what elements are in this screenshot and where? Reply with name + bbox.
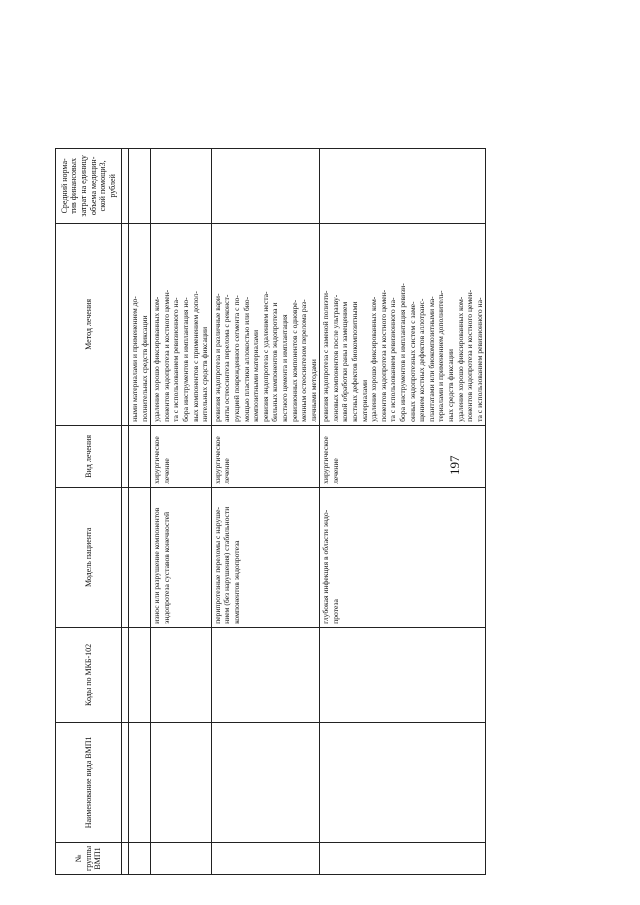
cell-codes xyxy=(320,627,486,722)
cell-model: перипротезные переломы с наруше- нием (без нарушения) стабильности компонентов эндопротеза xyxy=(211,487,320,627)
header-group: № группы ВМП1 xyxy=(56,842,122,874)
vmp-table xyxy=(55,148,486,875)
table-spacer-row xyxy=(122,148,129,874)
cell-name xyxy=(320,722,486,842)
cell-treatment-type: хирургическое лечение xyxy=(320,425,486,487)
table-header-row xyxy=(56,148,122,874)
cell-model: износ или разрушение компонентов эндопротеза суставов конечностей xyxy=(151,487,212,627)
page-number: 197 xyxy=(447,455,462,475)
table-row xyxy=(129,148,151,874)
cell-group xyxy=(320,842,486,874)
cell-model: глубокая инфекция в области эндо- протеза xyxy=(320,487,486,627)
cell-treatment-type xyxy=(129,425,151,487)
cell-method: ревизия эндопротеза и различные вари- анты остеосинтеза перелома с реконст- рукцией поврежденного сегмента с по- мощью пластики аллокостью или био- композитными материалами ревизия эндопротеза с удалением неста- бильных компонентов эндопротеза и костного цемента и имплантация ревизионных компонентов с одновре- менным остеосинтезом перелома раз- личными методами xyxy=(211,223,320,425)
cell-group xyxy=(211,842,320,874)
header-norm: Средний норма- тив финансовых затрат на единицу объема медицин- ской помощи3, рублей xyxy=(56,148,122,223)
cell-group xyxy=(129,842,151,874)
header-method: Метод лечения xyxy=(56,223,122,425)
cell xyxy=(122,223,129,425)
cell xyxy=(122,722,129,842)
cell-treatment-type: хирургическое лечение xyxy=(151,425,212,487)
cell xyxy=(122,842,129,874)
table-row xyxy=(151,148,212,874)
cell-name xyxy=(129,722,151,842)
cell-name xyxy=(211,722,320,842)
cell-norm xyxy=(211,148,320,223)
cell-method: ревизия эндопротеза с заменой полиэти- леновых компонентов после ультразву- ковой обработки раны и замещением костных дефектов биокомпозитными материалами удаление хорошо фиксированных ком- понентов эндопротеза и костного цемен- та с использованием ревизионного на- бора инструментов и имплантация ревизи- онных эндопротезных систем с заме- щением костных дефектов аллотранс- плантатами или биокомпозитными ма- териалами и применением дополнитель- ных средств фиксации удаление хорошо фиксированных ком- понентов эндопротеза и костного цемен- та с использованием ревизионного на- xyxy=(320,223,486,425)
cell-method: удаление хорошо фиксированных ком- понентов эндопротеза и костного цемен- та с использованием ревизионного на- бора инструментов и имплантация но- вых компонентов с применением допол- нительных средств фиксации xyxy=(151,223,212,425)
cell-treatment-type: хирургическое лечение xyxy=(211,425,320,487)
cell-norm xyxy=(151,148,212,223)
cell xyxy=(122,487,129,627)
cell-codes xyxy=(129,627,151,722)
header-model: Модель пациента xyxy=(56,487,122,627)
cell-name xyxy=(151,722,212,842)
table-row xyxy=(320,148,486,874)
cell xyxy=(122,425,129,487)
header-treatment-type: Вид лечения xyxy=(56,425,122,487)
cell-group xyxy=(151,842,212,874)
table-row xyxy=(211,148,320,874)
cell-model xyxy=(129,487,151,627)
cell-method: ными материалами и применением до- полнительных средств фиксации xyxy=(129,223,151,425)
cell-codes xyxy=(151,627,212,722)
cell-codes xyxy=(211,627,320,722)
header-codes: Коды по МКБ-102 xyxy=(56,627,122,722)
cell-norm xyxy=(129,148,151,223)
cell xyxy=(122,627,129,722)
header-name: Наименование вида ВМП1 xyxy=(56,722,122,842)
cell-norm xyxy=(320,148,486,223)
cell xyxy=(122,148,129,223)
